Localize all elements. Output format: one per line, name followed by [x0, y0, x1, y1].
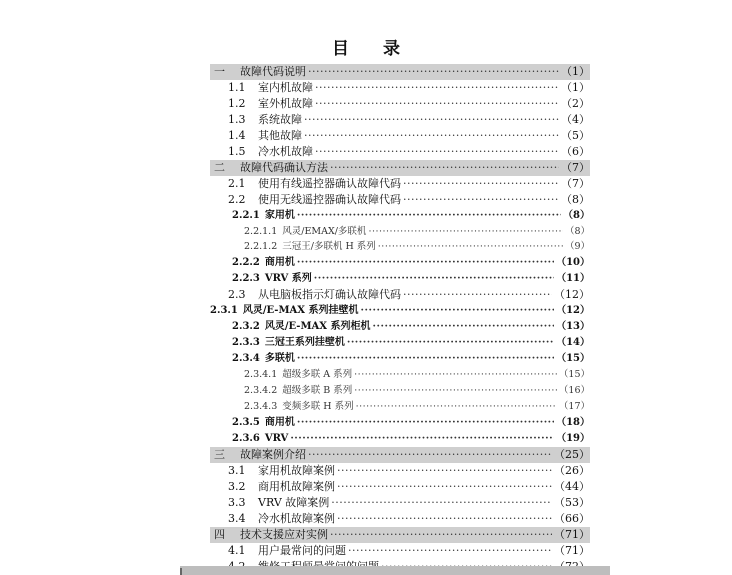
toc-entry[interactable]	[244, 239, 590, 255]
toc-leader-dots	[330, 160, 559, 176]
toc-entry[interactable]	[228, 112, 590, 128]
toc-entry-label: 故障代码确认方法	[240, 160, 328, 174]
toc-leader-dots	[356, 399, 557, 415]
toc-entry[interactable]	[228, 479, 590, 495]
toc-entry-label: 用户最常问的问题	[258, 543, 346, 557]
toc-entry[interactable]	[232, 208, 590, 224]
toc-entry-label: 超级多联 B 系列	[282, 385, 353, 396]
toc-entry[interactable]	[244, 383, 590, 399]
toc-leader-dots	[297, 415, 554, 431]
toc-entry[interactable]	[232, 271, 590, 287]
toc-entry-page: （44）	[554, 479, 590, 493]
toc-entry[interactable]	[210, 527, 590, 543]
toc-entry-label: VRV 系列	[264, 273, 312, 285]
toc-entry-number: 1.2	[228, 96, 246, 110]
toc-leader-dots	[297, 351, 554, 367]
toc-entry-page: （2）	[561, 96, 590, 110]
toc-entry[interactable]	[228, 192, 590, 208]
toc-entry[interactable]	[228, 176, 590, 192]
toc-entry[interactable]	[228, 80, 590, 96]
toc-entry-number: 3.4	[228, 511, 246, 525]
toc-entry-page: （10）	[556, 257, 590, 269]
toc-entry-label: VRV 故障案例	[258, 495, 330, 509]
toc-leader-dots	[290, 431, 554, 447]
toc-leader-dots	[403, 192, 559, 208]
toc-entry-number: 1.1	[228, 81, 246, 94]
toc-leader-dots	[337, 463, 552, 479]
toc-entry[interactable]	[228, 495, 590, 511]
toc-entry-number: 3.2	[228, 479, 246, 493]
toc-entry-label: 家用机故障案例	[258, 463, 335, 477]
toc-entry[interactable]	[228, 511, 590, 527]
toc-entry-page: （11）	[556, 273, 590, 285]
toc-entry-label: 超级多联 A 系列	[282, 369, 353, 381]
toc-entry-number: 4.1	[228, 543, 246, 557]
toc-entry-label: 冷水机故障案例	[258, 511, 335, 525]
toc-entry-page: （71）	[554, 527, 590, 541]
toc-entry-page: （7）	[561, 160, 590, 174]
toc-entry-number: 2.3.4	[232, 353, 260, 365]
bottom-scrollbar[interactable]	[180, 566, 610, 575]
toc-entry-label: 三冠王系列挂壁机	[264, 337, 345, 349]
toc-entry-label: 冷水机故障	[258, 144, 313, 158]
toc-entry-number: 2.2.1.2	[244, 241, 278, 253]
toc-entry-label: 商用机故障案例	[258, 479, 335, 493]
toc-entry-number: 2.2.2	[232, 257, 260, 269]
toc-entry-label: 家用机	[264, 209, 295, 221]
toc-leader-dots	[314, 271, 554, 287]
toc-entry-page: （66）	[554, 511, 590, 525]
toc-entry-page: （25）	[554, 447, 590, 461]
toc-entry-label: VRV	[264, 432, 289, 444]
toc-leader-dots	[361, 303, 555, 319]
toc-leader-dots	[304, 112, 559, 128]
toc-entry-number: 2.3.4.1	[244, 369, 278, 381]
toc-entry-page: （1）	[561, 65, 590, 78]
toc-entry-number: 1.3	[228, 112, 246, 126]
toc-leader-dots	[347, 335, 554, 351]
toc-entry-label: 其他故障	[258, 128, 302, 142]
toc-entry[interactable]	[228, 287, 590, 303]
toc-entry-number: 1.5	[228, 144, 246, 158]
toc-leader-dots	[373, 319, 555, 335]
toc-entry-page: （8）	[561, 192, 590, 206]
toc-entry-number: 一	[214, 65, 225, 78]
toc-entry[interactable]	[232, 431, 590, 447]
toc-entry-number: 2.3.5	[232, 416, 260, 428]
toc-entry-number: 2.3	[228, 288, 246, 302]
toc-entry[interactable]	[210, 160, 590, 176]
toc-entry[interactable]	[232, 319, 590, 335]
toc-entry[interactable]	[232, 255, 590, 271]
toc-entry-page: （5）	[561, 128, 590, 142]
toc-entry-label: 使用有线遥控器确认故障代码	[258, 176, 401, 190]
toc-entry-number: 三	[214, 447, 225, 461]
toc-leader-dots	[354, 367, 557, 383]
toc-entry[interactable]	[232, 351, 590, 367]
toc-entry[interactable]	[232, 335, 590, 351]
toc-entry-label: 使用无线遥控器确认故障代码	[258, 192, 401, 206]
toc-leader-dots	[354, 383, 557, 399]
toc-entry-number: 2.3.6	[232, 432, 260, 444]
toc-entry-label: 三冠王/多联机 H 系列	[282, 241, 376, 253]
toc-entry-number: 2.2.1.1	[244, 225, 278, 237]
toc-entry-number: 2.2	[228, 192, 246, 206]
toc-leader-dots	[308, 64, 559, 80]
toc-entry-page: （19）	[556, 432, 590, 444]
toc-entry-page: （14）	[556, 337, 590, 349]
toc-entry[interactable]	[228, 144, 590, 160]
toc-entry-label: 室外机故障	[258, 96, 313, 110]
toc-entry[interactable]	[232, 415, 590, 431]
toc-entry-page: （53）	[554, 495, 590, 509]
toc-leader-dots	[378, 239, 563, 255]
toc-entry-number: 2.3.1	[210, 305, 238, 317]
toc-leader-dots	[348, 543, 552, 559]
toc-entry-number: 1.4	[228, 128, 246, 142]
toc-entry-label: 变频多联 H 系列	[282, 400, 354, 412]
toc-entry-number: 四	[214, 527, 225, 541]
toc-entry-number: 2.3.4.3	[244, 400, 278, 412]
toc-entry-label: 故障案例介绍	[240, 447, 306, 461]
toc-entry-page: （7）	[561, 176, 590, 190]
toc-leader-dots	[315, 96, 559, 112]
toc-leader-dots	[304, 128, 559, 144]
toc-leader-dots	[297, 208, 561, 224]
toc-entry-page: （12）	[556, 305, 590, 317]
toc-entry-page: （8）	[563, 209, 590, 221]
toc-entry[interactable]	[244, 224, 590, 240]
toc-entry-number: 2.1	[228, 176, 246, 190]
toc-entry-label: 从电脑板指示灯确认故障代码	[258, 288, 401, 302]
toc-entry-label: 风灵/E-MAX 系列挂壁机	[242, 305, 359, 317]
toc-entry-label: 系统故障	[258, 112, 302, 126]
toc-entry-page: （71）	[554, 543, 590, 557]
toc-entry-number: 2.3.2	[232, 321, 260, 333]
toc-leader-dots	[297, 255, 554, 271]
toc-entry-page: （13）	[556, 321, 590, 333]
toc-leader-dots	[368, 224, 563, 240]
toc-entry-number: 2.2.1	[232, 209, 260, 221]
page-edge	[180, 568, 182, 575]
toc-leader-dots	[331, 495, 552, 511]
toc-entry-number: 二	[214, 160, 225, 174]
toc-entry-page: （8）	[564, 225, 590, 237]
toc-entry[interactable]	[210, 447, 590, 463]
toc-leader-dots	[315, 80, 559, 96]
toc-entry-page: （4）	[561, 112, 590, 126]
toc-entry[interactable]	[228, 463, 590, 479]
toc-entry-page: （17）	[558, 400, 590, 412]
toc-leader-dots	[337, 479, 552, 495]
toc-entry-page: （15）	[558, 369, 590, 381]
toc-entry[interactable]	[228, 128, 590, 144]
toc-entry-number: 3.1	[228, 463, 246, 477]
toc-entry[interactable]	[210, 64, 590, 80]
toc-entry[interactable]	[244, 367, 590, 383]
toc-entry-label: 商用机	[264, 416, 295, 428]
toc-entry-number: 2.3.4.2	[244, 385, 278, 396]
toc-leader-dots	[403, 287, 552, 303]
toc-entry-page: （12）	[554, 288, 590, 302]
toc-leader-dots	[330, 527, 552, 543]
toc-entry-page: （26）	[554, 463, 590, 477]
toc-entry-page: （9）	[564, 241, 590, 253]
toc-entry-page: （15）	[556, 353, 590, 365]
toc-entry-number: 3.3	[228, 495, 246, 509]
toc-entry-label: 故障代码说明	[240, 65, 306, 78]
toc-entry-number: 2.3.3	[232, 337, 260, 349]
toc-entry[interactable]	[210, 303, 590, 319]
toc-entry[interactable]	[244, 399, 590, 415]
toc-entry-page: （6）	[561, 144, 590, 158]
toc-entry-label: 风灵/EMAX/多联机	[282, 225, 367, 237]
toc-entry-label: 商用机	[264, 257, 295, 269]
toc-entry-page: （16）	[558, 385, 590, 396]
page-title: 目 录	[332, 39, 414, 59]
toc-leader-dots	[403, 176, 559, 192]
toc-entry[interactable]	[228, 96, 590, 112]
toc-entry-label: 室内机故障	[258, 81, 313, 94]
toc-entry-label: 多联机	[264, 353, 295, 365]
toc-leader-dots	[315, 144, 559, 160]
toc-entry-number: 2.2.3	[232, 273, 260, 285]
toc-entry-label: 风灵/E-MAX 系列柜机	[264, 321, 371, 333]
toc-entry[interactable]	[228, 543, 590, 559]
toc-leader-dots	[308, 447, 552, 463]
toc-leader-dots	[337, 511, 552, 527]
toc-entry-label: 技术支援应对实例	[240, 527, 328, 541]
toc-entry-page: （18）	[556, 416, 590, 428]
toc-entry-page: （1）	[561, 81, 590, 94]
